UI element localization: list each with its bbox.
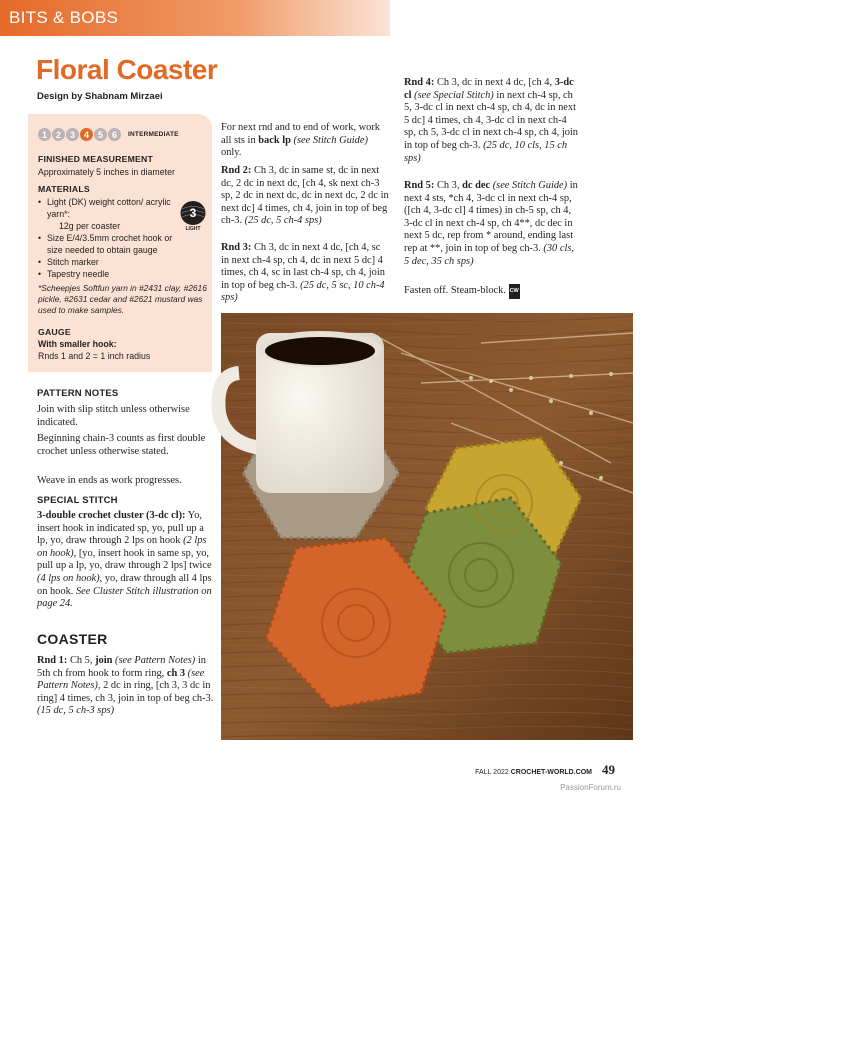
yarn-weight-label: LIGHT	[185, 226, 201, 232]
skill-dot-1: 1	[38, 128, 51, 141]
gauge-sub: With smaller hook:	[38, 339, 117, 349]
skill-label: INTERMEDIATE	[128, 131, 179, 138]
finishing: Fasten off. Steam-block. CW	[404, 284, 579, 299]
special-stitch-text: 3-double crochet cluster (3-dc cl): Yo, insert hook in indicated sp, yo, pull up a lp, yo, draw through 2 lps on hook (2 lps on hook), [yo, insert hook in same sp, yo, pull up a lp, yo, draw through 2 lps] twice (4 lps on hook), yo, draw through all 4 lps on hook. See Cluster Stitch illustration on page 24.	[37, 510, 212, 610]
finished-text: Approximately 5 inches in diameter	[38, 167, 175, 177]
finished-heading: FINISHED MEASUREMENT	[38, 154, 154, 164]
back-loop-intro: For next rnd and to end of work, work all sts in back lp (see Stitch Guide) only.	[221, 122, 381, 159]
page-folio	[475, 762, 615, 778]
pattern-note-2: Beginning chain-3 counts as first double crochet unless otherwise stated.	[37, 433, 206, 457]
section-bar	[0, 0, 390, 36]
cw-end-mark: CW	[509, 284, 520, 299]
gauge-heading: GAUGE	[38, 327, 71, 337]
skill-dot-3: 3	[66, 128, 79, 141]
material-marker: • Stitch marker	[38, 256, 178, 268]
skill-dot-5: 5	[94, 128, 107, 141]
round-4: Rnd 4: Ch 3, dc in next 4 dc, [ch 4, 3-dc cl (see Special Stitch) in next ch-4 sp, ch 5, 3-dc cl in next ch-4 sp, ch 4, dc in next 5 dc] 4 times, ch 4, 3-dc cl in next ch-4 sp, ch 5, 3-dc cl in next ch-4 sp, ch 4, join in top of beg ch-3. (25 dc, 10 cls, 15 ch sps)	[404, 77, 579, 164]
yarn-note: *Scheepjes Softfun yarn in #2431 clay, #2616 pickle, #2631 cedar and #2621 mustard was used to make samples.	[38, 283, 207, 315]
yarn-weight-number: 3	[189, 206, 197, 220]
info-box	[28, 114, 212, 372]
special-stitch-heading: SPECIAL STITCH	[37, 495, 118, 506]
yarn-weight-icon	[180, 200, 206, 226]
material-hook: • Size E/4/3.5mm crochet hook or size needed to obtain gauge	[38, 232, 178, 256]
watermark: PassionForum.ru	[560, 783, 621, 792]
coaster-heading: COASTER	[37, 631, 108, 647]
pattern-note-1: Join with slip stitch unless otherwise indicated.	[37, 404, 190, 428]
material-yarn: • Light (DK) weight cotton/ acrylic yarn*: 12g per coaster	[38, 196, 178, 232]
round-2: Rnd 2: Ch 3, dc in same st, dc in next dc, 2 dc in next dc, [ch 4, sk next ch-3 sp, 2 dc in next dc, dc in next dc, 2 dc in next dc] 4 times, ch 4, join in top of beg ch-3. (25 dc, 5 ch-4 sps)	[221, 165, 389, 227]
skill-dot-2: 2	[52, 128, 65, 141]
round-3: Rnd 3: Ch 3, dc in next 4 dc, [ch 4, sc in next ch-4 sp, ch 4, dc in next 5 dc] 4 times, ch 4, sc in last ch-4 sp, ch 4, join in top of beg ch-3. (25 dc, 5 sc, 10 ch-4 sps)	[221, 242, 385, 304]
round-1: Rnd 1: Ch 5, join (see Pattern Notes) in 5th ch from hook to form ring, ch 3 (see Pattern Notes), 2 dc in ring, [ch 3, 3 dc in ring] 4 times, ch 3, join in top of beg ch-3. (15 dc, 5 ch-3 sps)	[37, 655, 214, 717]
materials-block	[38, 196, 178, 280]
gauge-text: Rnds 1 and 2 = 1 inch radius	[38, 351, 151, 361]
coffee	[265, 337, 375, 365]
page-number: 49	[602, 762, 615, 777]
skill-dot-6: 6	[108, 128, 121, 141]
photo-caption: Make a colorful matching set of coasters from your yarn stash in a pretty floral design from this easy-to-work-up pattern.	[659, 1003, 841, 1036]
folio-issue: FALL 2022 CROCHET-WORLD.COM	[475, 769, 592, 776]
skill-level	[38, 128, 179, 141]
byline: Design by Shabnam Mirzaei	[37, 91, 163, 102]
skill-dot-4-active: 4	[80, 128, 93, 141]
section-label: BITS & BOBS	[9, 8, 119, 27]
material-needle: • Tapestry needle	[38, 268, 178, 280]
pattern-notes-heading: PATTERN NOTES	[37, 388, 119, 399]
round-5: Rnd 5: Ch 3, dc dec (see Stitch Guide) in next 4 sts, *ch 4, 3-dc cl in next ch-4 sp, ([ch 4, 3-dc cl] 4 times) in ch-5 sp, ch 4, 3-dc cl in next ch-4 sp, ch 4**, dc dec in next 5 dc, rep from * around, ending last rep at **, join in top of beg ch-3. (30 cls, 5 dec, 35 ch sps)	[404, 180, 578, 267]
coaster-photo-illustration	[221, 313, 633, 740]
pattern-note-3: Weave in ends as work progresses.	[37, 475, 182, 486]
materials-heading: MATERIALS	[38, 184, 90, 194]
page-title: Floral Coaster	[36, 54, 218, 85]
